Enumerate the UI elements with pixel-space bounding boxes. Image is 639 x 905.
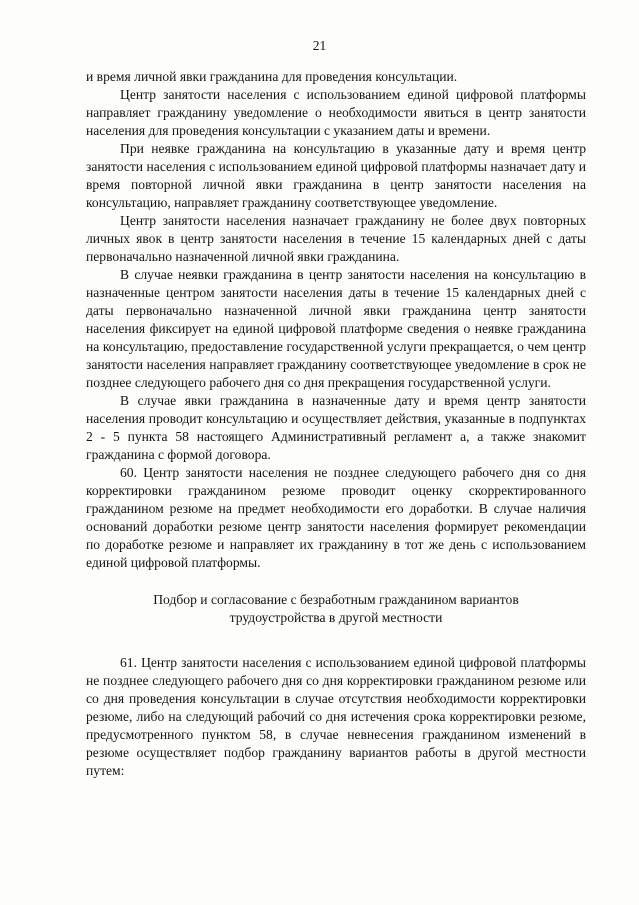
paragraph-consultation: В случае явки гражданина в назначенные дату и время центр занятости населения проводит консультацию и осуществляет действия, указанные в подпунктах 2 - 5 пункта 58 настоящего Административный регламент а, а также знакомит гражданина с формой договора. [86, 393, 586, 462]
section-heading-line-2: трудоустройства в другой местности [229, 610, 443, 625]
paragraph-item-60: 60. Центр занятости населения не позднее следующего рабочего дня со дня корректировки гражданином резюме проводит оценку скорректированного гражданином резюме на предмет необходимости его доработки. В случае наличия оснований доработки резюме центр занятости населения формирует рекомендации по доработке резюме и направляет их гражданину в тот же день с использованием единой цифровой платформы. [86, 465, 586, 570]
paragraph-termination: В случае неявки гражданина в центр занятости населения на консультацию в назначенные центром занятости населения даты в течение 15 календарных дней с даты первоначально назначенной личной явки гражданина центр занятости населения фиксирует на единой цифровой платформе сведения о неявке гражданина на консультацию, предоставление государственной услуги прекращается, о чем центр занятости населения направляет гражданину соответствующее уведомление в срок не позднее следующего рабочего дня со дня прекращения государственной услуги. [86, 267, 586, 390]
paragraph-no-show: При неявке гражданина на консультацию в указанные дату и время центр занятости населения с использованием единой цифровой платформы назначает дату и время повторной личной явки гражданина в центр занятости населения на консультацию, направляет гражданину соответствующее уведомление. [86, 141, 586, 210]
paragraph-repeat-visits: Центр занятости населения назначает гражданину не более двух повторных личных явок в центр занятости населения в течение 15 календарных дней с даты первоначально назначенной личной явки гражданина. [86, 213, 586, 264]
paragraph-item-61: 61. Центр занятости населения с использованием единой цифровой платформы не позднее следующего рабочего дня со дня корректировки гражданином резюме или со дня проведения консультации в случае отсутствия необходимости корректировки резюме, либо на следующий рабочий со дня истечения срока корректировки резюме, предусмотренного пунктом 58, в случае невнесения гражданином изменений в резюме осуществляет подбор гражданину вариантов работы в другой местности путем: [86, 655, 586, 778]
page-number: 21 [312, 38, 327, 53]
section-heading-line-1: Подбор и согласование с безработным гражданином вариантов [153, 592, 519, 607]
paragraph-notification: Центр занятости населения с использованием единой цифровой платформы направляет гражданину уведомление о необходимости явиться в центр занятости населения для проведения консультации с указанием даты и времени. [86, 87, 586, 138]
section-heading [86, 591, 586, 627]
paragraph-continuation: и время личной явки гражданина для проведения консультации. [86, 69, 458, 84]
document-body [86, 68, 586, 780]
